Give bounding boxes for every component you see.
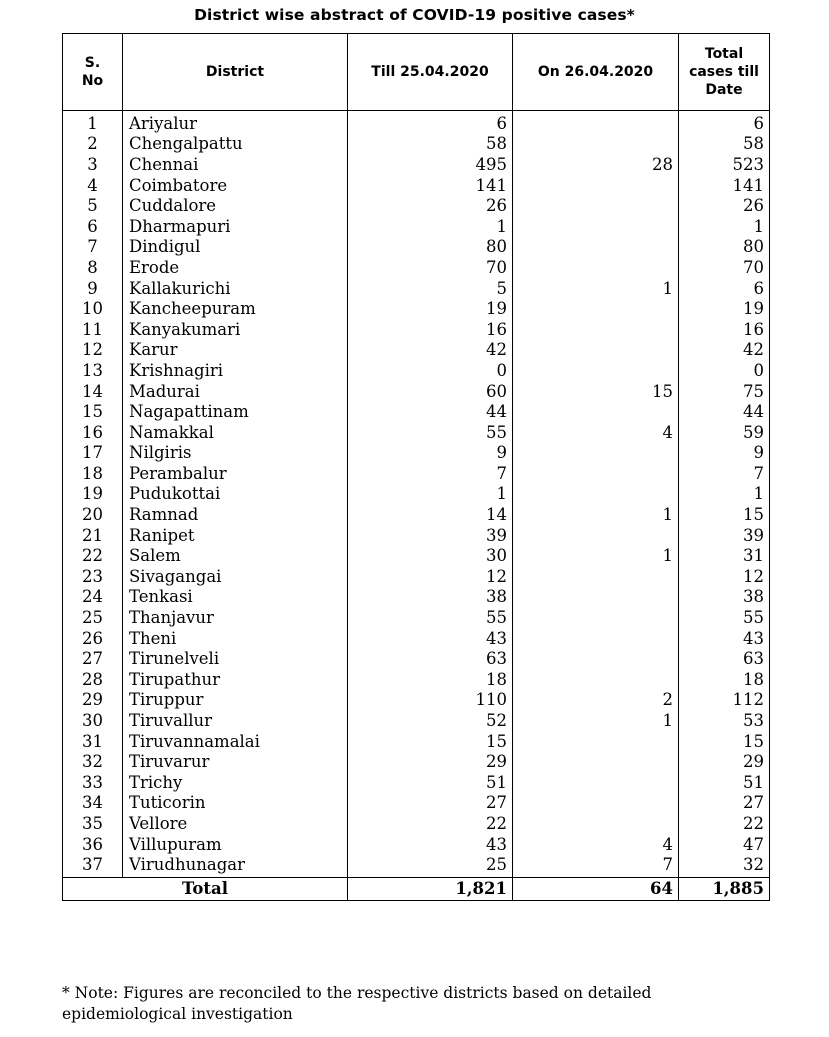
- cell-sno: 5: [63, 195, 123, 216]
- cell-on: [513, 607, 679, 628]
- table-row: [63, 587, 770, 608]
- cell-district: Theni: [123, 628, 348, 649]
- cell-on: 1: [513, 710, 679, 731]
- cell-sno: 26: [63, 628, 123, 649]
- cell-on: [513, 463, 679, 484]
- cell-district: Ranipet: [123, 525, 348, 546]
- cell-till: 7: [348, 463, 513, 484]
- cell-district: Tiruvarur: [123, 751, 348, 772]
- cell-on: 4: [513, 834, 679, 855]
- cell-sno: 7: [63, 237, 123, 258]
- table-header-row: [63, 34, 770, 111]
- cell-district: Virudhunagar: [123, 854, 348, 877]
- cell-till: 15: [348, 731, 513, 752]
- cell-district: Tuticorin: [123, 793, 348, 814]
- cell-sno: 22: [63, 545, 123, 566]
- cell-on: [513, 134, 679, 155]
- cell-on: [513, 298, 679, 319]
- cell-sno: 16: [63, 422, 123, 443]
- covid-district-table: [62, 33, 770, 901]
- cell-district: Kanyakumari: [123, 319, 348, 340]
- cell-total: 15: [679, 731, 770, 752]
- cell-on: [513, 340, 679, 361]
- column-header-sno: S. No: [63, 34, 123, 111]
- cell-district: Nagapattinam: [123, 401, 348, 422]
- cell-district: Tenkasi: [123, 587, 348, 608]
- cell-total: 39: [679, 525, 770, 546]
- cell-till: 19: [348, 298, 513, 319]
- cell-total: 53: [679, 710, 770, 731]
- cell-sno: 15: [63, 401, 123, 422]
- table-body: [63, 111, 770, 878]
- cell-till: 70: [348, 257, 513, 278]
- table-row: [63, 813, 770, 834]
- cell-on: 7: [513, 854, 679, 877]
- cell-sno: 37: [63, 854, 123, 877]
- table-row: [63, 669, 770, 690]
- table-row: [63, 504, 770, 525]
- cell-on: [513, 587, 679, 608]
- table-row: [63, 278, 770, 299]
- cell-district: Chengalpattu: [123, 134, 348, 155]
- table-row: [63, 710, 770, 731]
- table-row: [63, 401, 770, 422]
- cell-till: 44: [348, 401, 513, 422]
- table-row: [63, 484, 770, 505]
- table-row: [63, 381, 770, 402]
- cell-district: Perambalur: [123, 463, 348, 484]
- cell-total: 112: [679, 690, 770, 711]
- cell-on: 2: [513, 690, 679, 711]
- cell-sno: 14: [63, 381, 123, 402]
- cell-till: 42: [348, 340, 513, 361]
- cell-sno: 23: [63, 566, 123, 587]
- cell-on: 4: [513, 422, 679, 443]
- cell-total: 1: [679, 484, 770, 505]
- cell-on: [513, 731, 679, 752]
- cell-till: 495: [348, 154, 513, 175]
- cell-district: Krishnagiri: [123, 360, 348, 381]
- cell-total: 44: [679, 401, 770, 422]
- cell-total: 19: [679, 298, 770, 319]
- column-header-district: District: [123, 34, 348, 111]
- cell-till: 58: [348, 134, 513, 155]
- cell-sno: 12: [63, 340, 123, 361]
- table-row: [63, 607, 770, 628]
- cell-till: 14: [348, 504, 513, 525]
- cell-on: [513, 360, 679, 381]
- cell-on: 28: [513, 154, 679, 175]
- cell-on: [513, 566, 679, 587]
- table-row: [63, 257, 770, 278]
- cell-sno: 28: [63, 669, 123, 690]
- cell-on: [513, 175, 679, 196]
- table-row: [63, 298, 770, 319]
- cell-sno: 27: [63, 648, 123, 669]
- cell-total: 63: [679, 648, 770, 669]
- cell-on: [513, 525, 679, 546]
- cell-on: [513, 237, 679, 258]
- cell-till: 9: [348, 443, 513, 464]
- table-row: [63, 731, 770, 752]
- cell-on: [513, 772, 679, 793]
- cell-total: 0: [679, 360, 770, 381]
- table-row: [63, 793, 770, 814]
- cell-till: 22: [348, 813, 513, 834]
- total-cases: 1,885: [679, 877, 770, 900]
- cell-till: 16: [348, 319, 513, 340]
- cell-sno: 4: [63, 175, 123, 196]
- table-row: [63, 545, 770, 566]
- cell-total: 43: [679, 628, 770, 649]
- cell-district: Tirunelveli: [123, 648, 348, 669]
- cell-district: Thanjavur: [123, 607, 348, 628]
- table-row: [63, 628, 770, 649]
- cell-till: 55: [348, 607, 513, 628]
- table-row: [63, 134, 770, 155]
- cell-on: [513, 401, 679, 422]
- table-row: [63, 525, 770, 546]
- cell-sno: 9: [63, 278, 123, 299]
- cell-sno: 33: [63, 772, 123, 793]
- cell-district: Tiruvallur: [123, 710, 348, 731]
- cell-till: 51: [348, 772, 513, 793]
- cell-sno: 6: [63, 216, 123, 237]
- cell-sno: 29: [63, 690, 123, 711]
- cell-till: 39: [348, 525, 513, 546]
- cell-total: 9: [679, 443, 770, 464]
- total-label: Total: [63, 877, 348, 900]
- cell-till: 26: [348, 195, 513, 216]
- cell-on: 1: [513, 278, 679, 299]
- cell-total: 6: [679, 111, 770, 134]
- cell-sno: 10: [63, 298, 123, 319]
- cell-total: 29: [679, 751, 770, 772]
- cell-district: Salem: [123, 545, 348, 566]
- cell-district: Tirupathur: [123, 669, 348, 690]
- cell-on: [513, 195, 679, 216]
- table-row: [63, 690, 770, 711]
- cell-total: 55: [679, 607, 770, 628]
- table-row: [63, 340, 770, 361]
- table-row: [63, 854, 770, 877]
- cell-till: 5: [348, 278, 513, 299]
- cell-on: [513, 257, 679, 278]
- cell-till: 55: [348, 422, 513, 443]
- cell-sno: 19: [63, 484, 123, 505]
- total-till: 1,821: [348, 877, 513, 900]
- cell-on: [513, 813, 679, 834]
- cell-total: 12: [679, 566, 770, 587]
- cell-district: Namakkal: [123, 422, 348, 443]
- cell-till: 18: [348, 669, 513, 690]
- cell-total: 7: [679, 463, 770, 484]
- cell-total: 32: [679, 854, 770, 877]
- cell-till: 1: [348, 216, 513, 237]
- cell-district: Tiruppur: [123, 690, 348, 711]
- table-row: [63, 216, 770, 237]
- cell-sno: 11: [63, 319, 123, 340]
- cell-till: 0: [348, 360, 513, 381]
- cell-total: 80: [679, 237, 770, 258]
- cell-on: 1: [513, 545, 679, 566]
- cell-district: Karur: [123, 340, 348, 361]
- cell-district: Kancheepuram: [123, 298, 348, 319]
- cell-on: 15: [513, 381, 679, 402]
- cell-till: 29: [348, 751, 513, 772]
- table-row: [63, 422, 770, 443]
- cell-district: Cuddalore: [123, 195, 348, 216]
- cell-sno: 2: [63, 134, 123, 155]
- table-row: [63, 834, 770, 855]
- cell-district: Madurai: [123, 381, 348, 402]
- cell-on: [513, 484, 679, 505]
- table-row: [63, 360, 770, 381]
- cell-on: [513, 669, 679, 690]
- cell-on: [513, 793, 679, 814]
- cell-sno: 21: [63, 525, 123, 546]
- table-row: [63, 443, 770, 464]
- cell-district: Vellore: [123, 813, 348, 834]
- column-header-till: Till 25.04.2020: [348, 34, 513, 111]
- cell-total: 38: [679, 587, 770, 608]
- column-header-total: Total cases till Date: [679, 34, 770, 111]
- cell-till: 52: [348, 710, 513, 731]
- cell-on: [513, 648, 679, 669]
- cell-district: Chennai: [123, 154, 348, 175]
- cell-till: 80: [348, 237, 513, 258]
- cell-sno: 30: [63, 710, 123, 731]
- cell-sno: 24: [63, 587, 123, 608]
- cell-total: 6: [679, 278, 770, 299]
- cell-district: Trichy: [123, 772, 348, 793]
- cell-till: 30: [348, 545, 513, 566]
- cell-district: Coimbatore: [123, 175, 348, 196]
- table-row: [63, 154, 770, 175]
- cell-total: 16: [679, 319, 770, 340]
- cell-district: Kallakurichi: [123, 278, 348, 299]
- cell-till: 43: [348, 628, 513, 649]
- cell-sno: 18: [63, 463, 123, 484]
- table-row: [63, 463, 770, 484]
- table-row: [63, 319, 770, 340]
- cell-on: [513, 216, 679, 237]
- cell-total: 58: [679, 134, 770, 155]
- cell-on: [513, 443, 679, 464]
- cell-on: 1: [513, 504, 679, 525]
- cell-sno: 34: [63, 793, 123, 814]
- cell-sno: 1: [63, 111, 123, 134]
- cell-district: Tiruvannamalai: [123, 731, 348, 752]
- cell-total: 47: [679, 834, 770, 855]
- cell-district: Nilgiris: [123, 443, 348, 464]
- table-row: [63, 175, 770, 196]
- cell-total: 18: [679, 669, 770, 690]
- cell-sno: 31: [63, 731, 123, 752]
- cell-district: Villupuram: [123, 834, 348, 855]
- cell-sno: 25: [63, 607, 123, 628]
- cell-sno: 13: [63, 360, 123, 381]
- cell-till: 110: [348, 690, 513, 711]
- cell-total: 70: [679, 257, 770, 278]
- table-row: [63, 772, 770, 793]
- cell-sno: 17: [63, 443, 123, 464]
- cell-total: 75: [679, 381, 770, 402]
- table-row: [63, 237, 770, 258]
- cell-district: Pudukottai: [123, 484, 348, 505]
- total-on: 64: [513, 877, 679, 900]
- cell-total: 27: [679, 793, 770, 814]
- cell-district: Dindigul: [123, 237, 348, 258]
- table-row: [63, 751, 770, 772]
- cell-district: Sivagangai: [123, 566, 348, 587]
- cell-on: [513, 111, 679, 134]
- cell-till: 141: [348, 175, 513, 196]
- cell-district: Ariyalur: [123, 111, 348, 134]
- cell-sno: 35: [63, 813, 123, 834]
- cell-total: 523: [679, 154, 770, 175]
- table-row: [63, 111, 770, 134]
- column-header-on: On 26.04.2020: [513, 34, 679, 111]
- cell-total: 15: [679, 504, 770, 525]
- cell-sno: 32: [63, 751, 123, 772]
- cell-till: 1: [348, 484, 513, 505]
- document-title: District wise abstract of COVID-19 positive cases*: [194, 6, 635, 24]
- cell-total: 51: [679, 772, 770, 793]
- cell-on: [513, 751, 679, 772]
- cell-till: 25: [348, 854, 513, 877]
- cell-district: Erode: [123, 257, 348, 278]
- cell-till: 12: [348, 566, 513, 587]
- table-row: [63, 648, 770, 669]
- cell-total: 31: [679, 545, 770, 566]
- table-row: [63, 195, 770, 216]
- cell-till: 43: [348, 834, 513, 855]
- cell-total: 59: [679, 422, 770, 443]
- cell-sno: 8: [63, 257, 123, 278]
- cell-total: 26: [679, 195, 770, 216]
- cell-total: 42: [679, 340, 770, 361]
- cell-till: 27: [348, 793, 513, 814]
- cell-total: 22: [679, 813, 770, 834]
- cell-on: [513, 628, 679, 649]
- cell-total: 141: [679, 175, 770, 196]
- total-row: [63, 877, 770, 900]
- table-row: [63, 566, 770, 587]
- footnote: * Note: Figures are reconciled to the respective districts based on detailed epidemiological investigation: [62, 984, 652, 1023]
- cell-on: [513, 319, 679, 340]
- cell-district: Ramnad: [123, 504, 348, 525]
- cell-district: Dharmapuri: [123, 216, 348, 237]
- cell-till: 60: [348, 381, 513, 402]
- cell-sno: 20: [63, 504, 123, 525]
- cell-till: 63: [348, 648, 513, 669]
- cell-sno: 36: [63, 834, 123, 855]
- cell-till: 38: [348, 587, 513, 608]
- cell-total: 1: [679, 216, 770, 237]
- cell-sno: 3: [63, 154, 123, 175]
- cell-till: 6: [348, 111, 513, 134]
